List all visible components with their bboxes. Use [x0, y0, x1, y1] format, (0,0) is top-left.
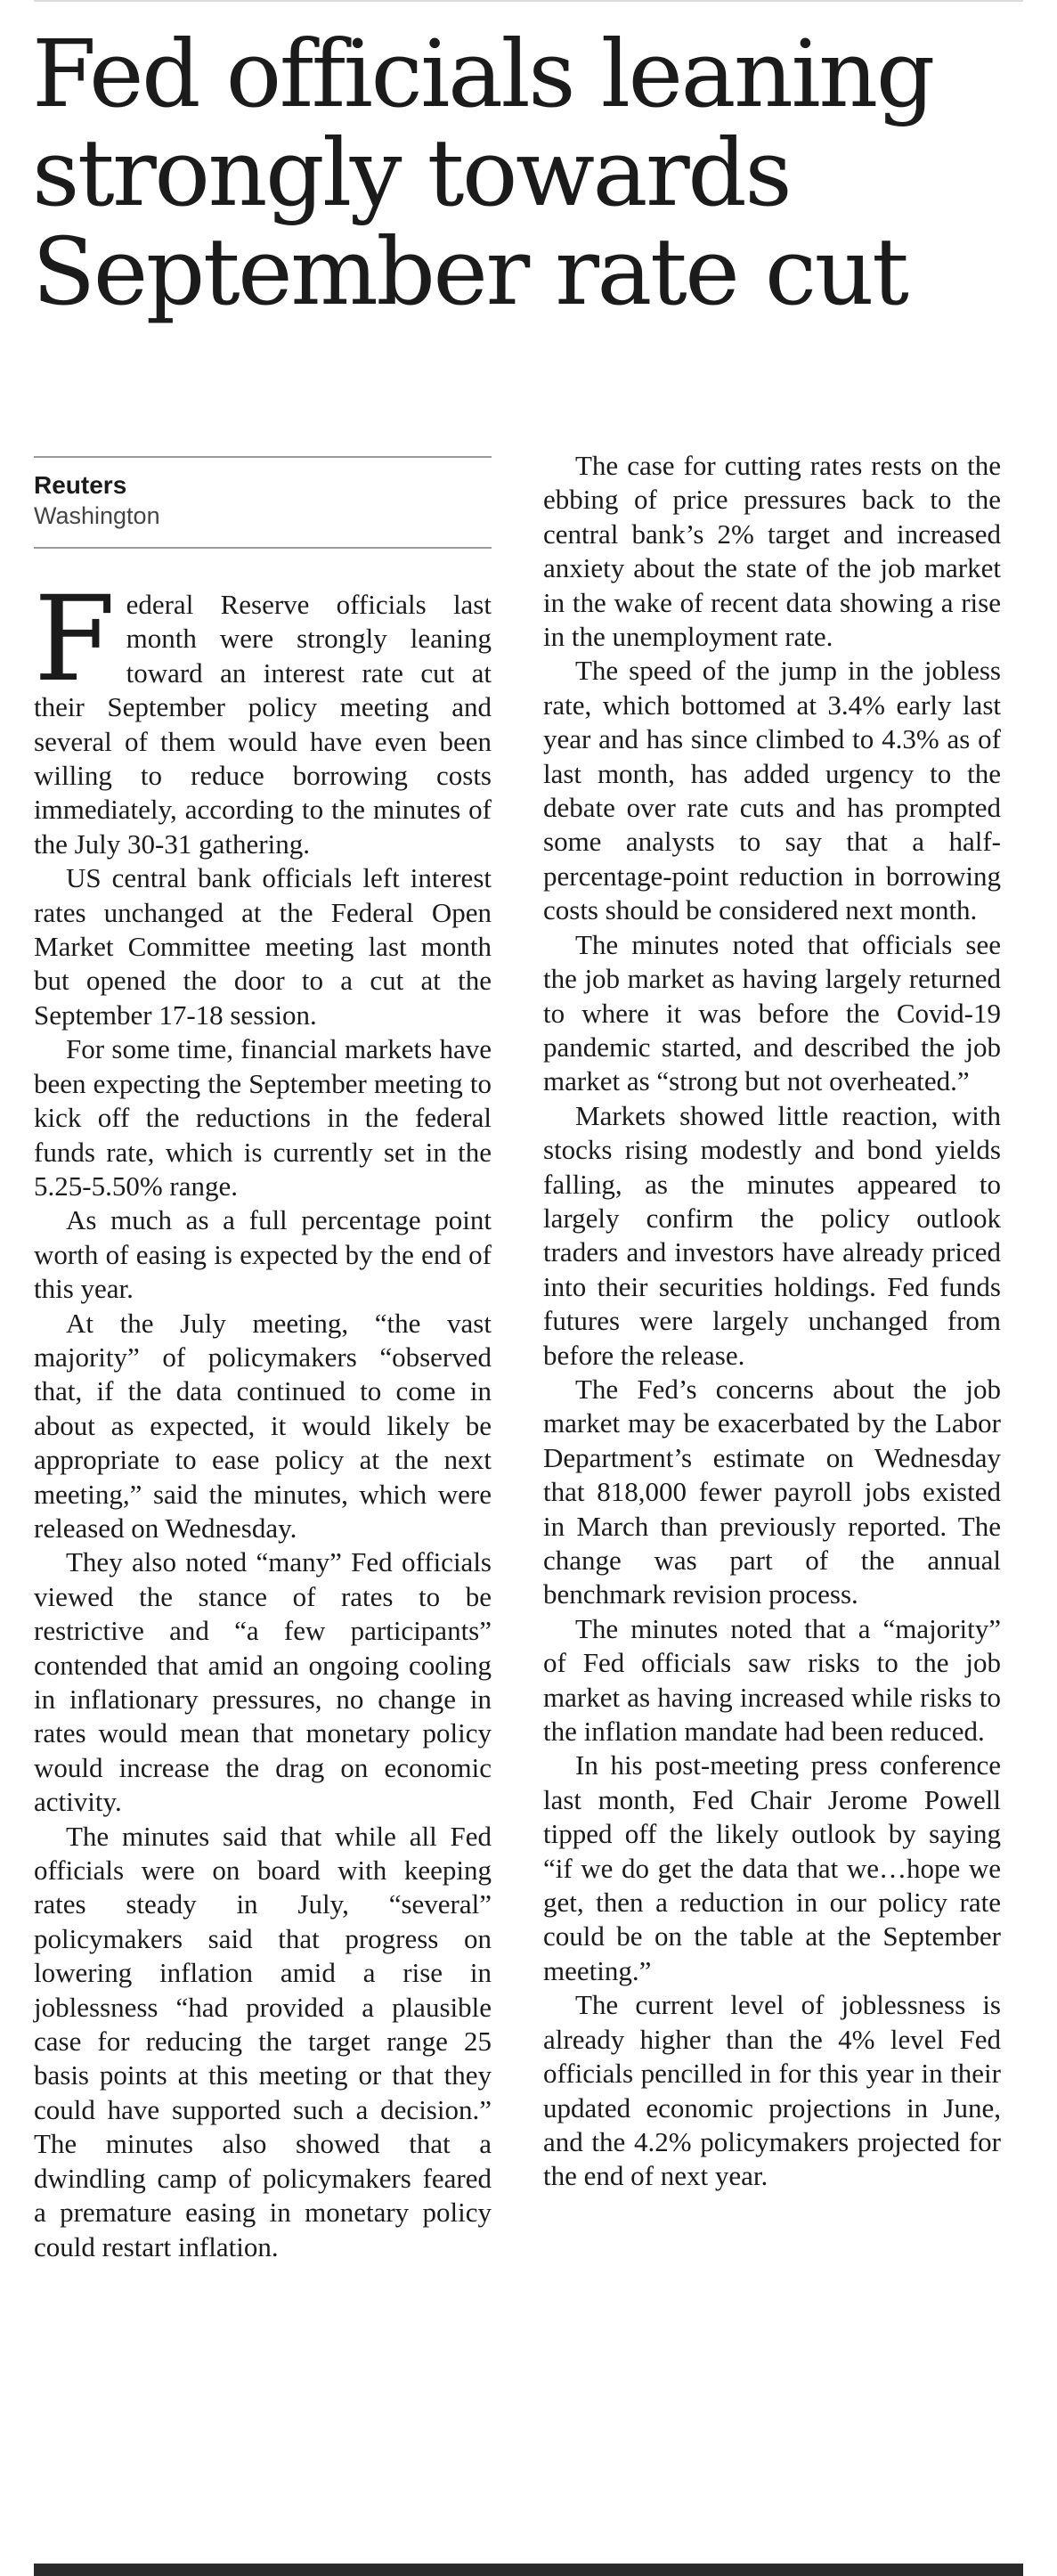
article-paragraph: The Fed’s concerns about the job market may be exacerbated by the Labor Department’s estimate on Wednesday that 818,000 fewer payroll jobs existed in March than previously reported. The change was part of the annual benchmark revision process. [543, 1373, 1001, 1610]
article-paragraph: In his post-meeting press conference last month, Fed Chair Jerome Powell tipped off the likely outlook by saying “if we do get the data that we…hope we get, then a reduction in our policy rate could be on the table at the September meeting.” [543, 1749, 1001, 1986]
article-paragraph: Markets showed little reaction, with stocks rising modestly and bond yields falling, as the minutes appeared to largely confirm the policy outlook traders and investors have already priced into their securities holdings. Fed funds futures were largely unchanged from before the release. [543, 1099, 1001, 1371]
article-column-right [543, 449, 1001, 2194]
article-paragraph: The current level of joblessness is already higher than the 4% level Fed officials pencilled in for this year in their updated economic projections in June, and the 4.2% policymakers projected for the end of next year. [543, 1989, 1001, 2192]
headline: Fed officials leaning strongly towards September rate cut [32, 20, 933, 326]
article-paragraph: As much as a full percentage point worth of easing is expected by the end of this year. [34, 1204, 492, 1305]
article-paragraph [34, 571, 492, 861]
article-paragraph: The speed of the jump in the jobless rate, which bottomed at 3.4% early last year and has since climbed to 4.3% as of last month, has added urgency to the debate over rate cuts and has prompted some analysts to say that a half-percentage-point reduction in borrowing costs should be considered next month. [543, 655, 1001, 926]
article-paragraph: US central bank officials left interest rates unchanged at the Federal Open Market Committee meeting last month but opened the door to a cut at the September 17-18 session. [34, 862, 492, 1031]
byline [34, 456, 492, 549]
article-paragraph: The minutes said that while all Fed officials were on board with keeping rates steady in July, “several” policymakers said that progress on lowering inflation amid a rise in joblessness “had provided a plausible case for reducing the target range 25 basis points at this meeting or that they could have supported such a decision.” The minutes also showed that a dwindling camp of policymakers feared a premature easing in monetary policy could restart inflation. [34, 1820, 492, 2262]
article-paragraph: At the July meeting, “the vast majority” of policymakers “observed that, if the data continued to come in about as expected, it would likely be appropriate to ease policy at the next meeting,” said the minutes, which were released on Wednesday. [34, 1307, 492, 1544]
byline-location: Washington [34, 502, 160, 529]
article-paragraph: The case for cutting rates rests on the ebbing of price pressures back to the central bank’s 2% target and increased anxiety about the state of the job market in the wake of recent data showing a rise in the unemployment rate. [543, 450, 1001, 653]
article-column-left [34, 571, 492, 2264]
top-divider [34, 0, 1023, 2]
lead-paragraph-text: ederal Reserve officials last month were strongly leaning toward an interest rate cut at their September policy meeting and several of them would have even been willing to reduce borrowing costs immediately, according to the minutes of the July 30-31 gathering. [34, 589, 492, 860]
bottom-divider [34, 2564, 1023, 2576]
article-paragraph: The minutes noted that a “majority” of Fed officials saw risks to the job market as having increased while risks to the inflation mandate had been reduced. [543, 1612, 1001, 1748]
article-paragraph: The minutes noted that officials see the job market as having largely returned to where it was before the Covid-19 pandemic started, and described the job market as “strong but not overheated.” [543, 928, 1001, 1097]
byline-source: Reuters [34, 471, 127, 499]
drop-cap: F [34, 571, 116, 708]
article-paragraph: They also noted “many” Fed officials viewed the stance of rates to be restrictive and “a few participants” contended that amid an ongoing cooling in inflationary pressures, no change in rates would mean that monetary policy would increase the drag on economic activity. [34, 1546, 492, 1818]
article-paragraph: For some time, financial markets have been expecting the September meeting to kick off the reductions in the federal funds rate, which is currently set in the 5.25-5.50% range. [34, 1033, 492, 1202]
